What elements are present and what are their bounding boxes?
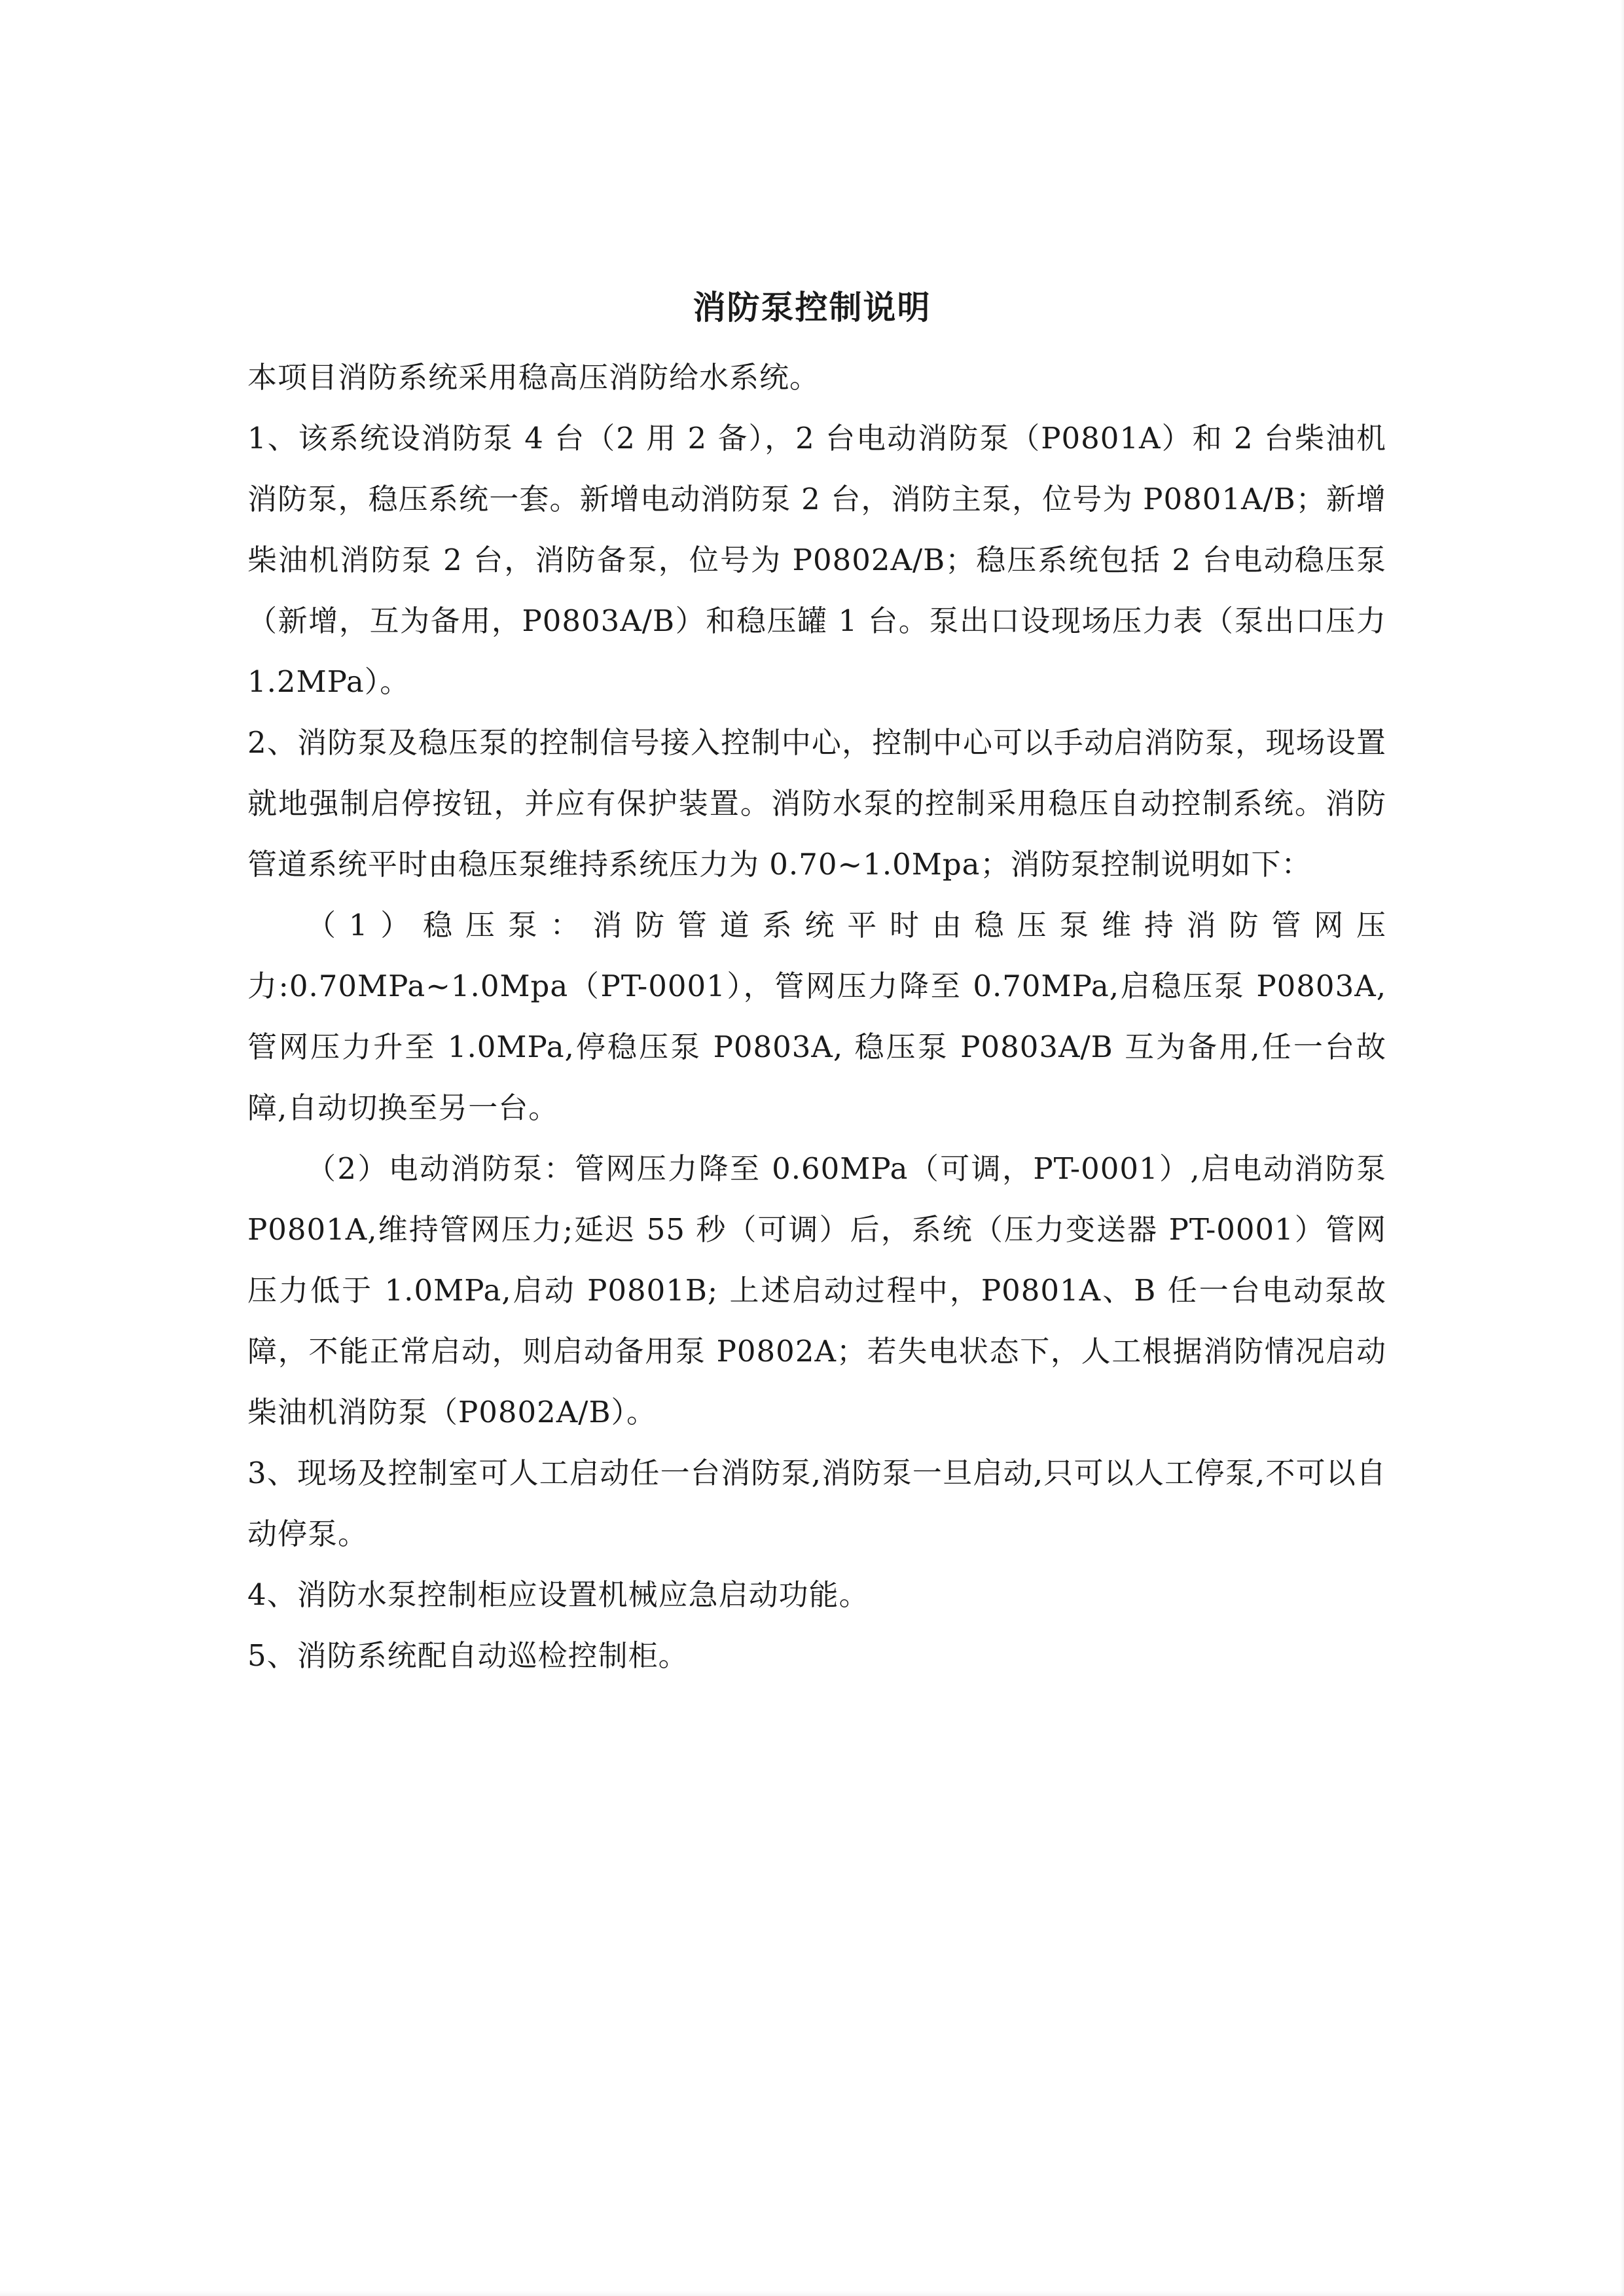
item-1-paragraph: 1、该系统设消防泵 4 台（2 用 2 备），2 台电动消防泵（P0801A）和 2 台柴油机消防泵，稳压系统一套。新增电动消防泵 2 台，消防主泵，位号为 P0801A/B；新增柴油机消防泵 2 台，消防备泵，位号为 P0802A/B；稳压系统包括 2 台电动稳压泵（新增，互为备用，P0803A/B）和稳压罐 1 台。泵出口设现场压力表（泵出口压力 1.2MPa）。 <box>247 421 1386 699</box>
scan-shadow-bottom <box>0 2291 1624 2296</box>
intro-paragraph: 本项目消防系统采用稳高压消防给水系统。 <box>247 360 820 395</box>
item-2-sub-1-paragraph: （1）稳压泵：消防管道系统平时由稳压泵维持消防管网压力:0.70MPa~1.0Mpa（PT-0001），管网压力降至 0.70MPa,启稳压泵 P0803A, 管网压力升至 1.0MPa,停稳压泵 P0803A, 稳压泵 P0803A/B 互为备用,任一台故障,自动切换至另一台。 <box>247 908 1386 1125</box>
document-title: 消防泵控制说明 <box>693 288 931 327</box>
item-2-paragraph: 2、消防泵及稳压泵的控制信号接入控制中心，控制中心可以手动启消防泵，现场设置就地强制启停按钮，并应有保护装置。消防水泵的控制采用稳压自动控制系统。消防管道系统平时由稳压泵维持系统压力为 0.70~1.0Mpa；消防泵控制说明如下： <box>247 725 1386 882</box>
document-body <box>247 347 1386 1686</box>
scan-shadow-right <box>1620 0 1624 2296</box>
item-4-paragraph: 4、消防水泵控制柜应设置机械应急启动功能。 <box>247 1577 869 1612</box>
item-5-paragraph: 5、消防系统配自动巡检控制柜。 <box>247 1638 689 1673</box>
item-2-sub-2-paragraph: （2）电动消防泵：管网压力降至 0.60MPa（可调，PT-0001）,启电动消防泵 P0801A,维持管网压力;延迟 55 秒（可调）后，系统（压力变送器 PT-0001）管网压力低于 1.0MPa,启动 P0801B; 上述启动过程中，P0801A、B 任一台电动泵故障，不能正常启动，则启动备用泵 P0802A；若失电状态下，人工根据消防情况启动柴油机消防泵（P0802A/B）。 <box>247 1151 1386 1429</box>
item-3-paragraph: 3、现场及控制室可人工启动任一台消防泵,消防泵一旦启动,只可以人工停泵,不可以自动停泵。 <box>247 1456 1386 1551</box>
